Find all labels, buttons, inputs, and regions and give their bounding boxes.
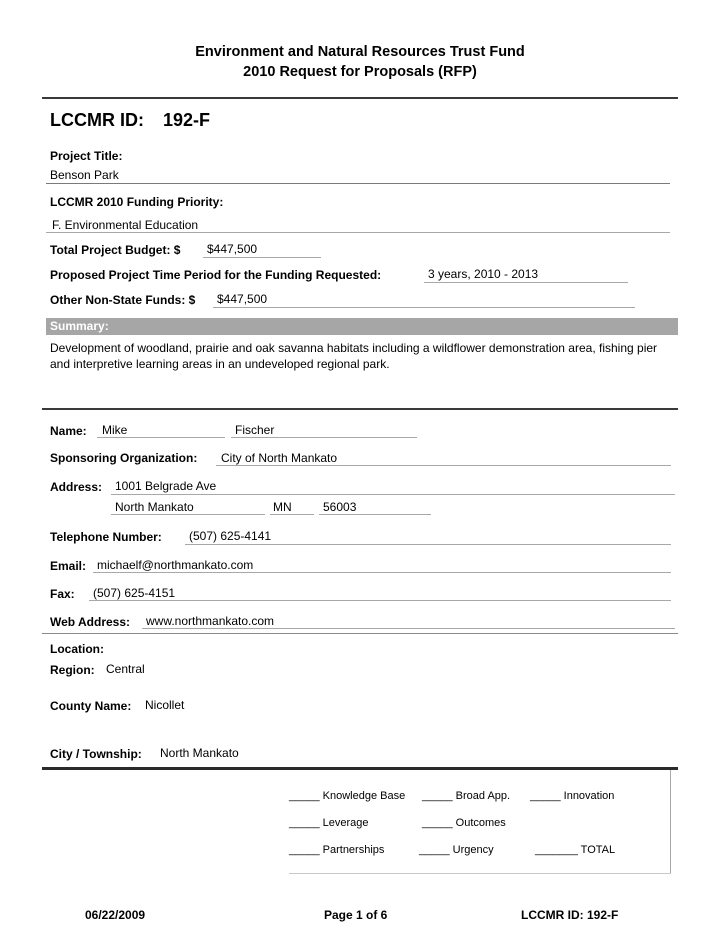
score-innovation: _____ Innovation — [530, 790, 615, 802]
address-label: Address: — [50, 480, 103, 494]
total-budget-underline — [203, 257, 321, 258]
header-title-line2: 2010 Request for Proposals (RFP) — [243, 64, 477, 80]
location-divider — [42, 767, 678, 770]
telephone-underline — [185, 544, 671, 545]
fax-label: Fax: — [50, 587, 75, 601]
score-partnerships: _____ Partnerships — [289, 844, 385, 856]
summary-text: Development of woodland, prairie and oak savanna habitats including a wildflower demonstration area, fishing pier and interpretive learning areas in an undeveloped regional park. — [50, 341, 658, 371]
scoring-box-right-edge — [670, 770, 671, 874]
footer-lccmr-id: LCCMR ID: 192-F — [521, 908, 619, 922]
state-underline — [270, 514, 314, 515]
score-outcomes: _____ Outcomes — [422, 817, 506, 829]
state-value: MN — [273, 500, 292, 514]
score-knowledge-base: _____ Knowledge Base — [289, 790, 406, 802]
city-township-value: North Mankato — [160, 746, 239, 760]
score-leverage: _____ Leverage — [289, 817, 369, 829]
web-address-label: Web Address: — [50, 615, 131, 629]
first-name-underline — [97, 437, 225, 438]
lccmr-id-value: 192-F — [163, 110, 211, 130]
county-label: County Name: — [50, 699, 132, 713]
region-label: Region: — [50, 663, 95, 677]
zip-underline — [319, 514, 431, 515]
telephone-label: Telephone Number: — [50, 530, 162, 544]
street-underline — [111, 494, 675, 495]
last-name-underline — [231, 437, 417, 438]
city-underline — [111, 514, 265, 515]
region-value: Central — [106, 662, 145, 676]
header-title-line1: Environment and Natural Resources Trust Fund — [195, 44, 525, 60]
funding-priority-value: F. Environmental Education — [52, 218, 199, 232]
street-value: 1001 Belgrade Ave — [115, 479, 217, 493]
email-underline — [93, 572, 671, 573]
sponsoring-org-label: Sponsoring Organization: — [50, 451, 198, 465]
total-budget-value: $447,500 — [207, 242, 258, 256]
first-name-value: Mike — [102, 423, 128, 437]
funding-priority-label: LCCMR 2010 Funding Priority: — [50, 195, 224, 209]
time-period-value: 3 years, 2010 - 2013 — [428, 267, 539, 281]
total-budget-label: Total Project Budget: $ — [50, 243, 181, 257]
telephone-value: (507) 625-4141 — [189, 529, 272, 543]
summary-label: Summary: — [50, 319, 109, 333]
project-title-value: Benson Park — [50, 168, 119, 182]
zip-value: 56003 — [323, 500, 357, 514]
sponsoring-org-value: City of North Mankato — [221, 451, 338, 465]
score-total: _______ TOTAL — [535, 844, 616, 856]
web-address-underline — [142, 628, 675, 629]
sponsoring-org-underline — [216, 465, 671, 466]
project-title-label: Project Title: — [50, 149, 123, 163]
summary-divider — [42, 408, 678, 410]
county-value: Nicollet — [145, 698, 185, 712]
time-period-label: Proposed Project Time Period for the Funding Requested: — [50, 268, 382, 282]
city-township-label: City / Township: — [50, 747, 142, 761]
web-address-value: www.northmankato.com — [146, 614, 275, 628]
funding-priority-underline — [46, 232, 670, 233]
fax-value: (507) 625-4151 — [93, 586, 176, 600]
non-state-funds-value: $447,500 — [217, 292, 268, 306]
time-period-underline — [424, 282, 628, 283]
summary-header-bar — [46, 318, 678, 335]
last-name-value: Fischer — [235, 423, 275, 437]
location-label: Location: — [50, 642, 104, 656]
score-broad-app: _____ Broad App. — [422, 790, 511, 802]
email-label: Email: — [50, 559, 87, 573]
footer-page-number: Page 1 of 6 — [324, 908, 388, 922]
score-urgency: _____ Urgency — [419, 844, 494, 856]
header-divider — [42, 97, 678, 99]
city-value: North Mankato — [115, 500, 194, 514]
project-title-underline — [46, 183, 670, 184]
email-value: michaelf@northmankato.com — [97, 558, 254, 572]
non-state-funds-underline — [213, 307, 635, 308]
non-state-funds-label: Other Non-State Funds: $ — [50, 293, 196, 307]
fax-underline — [89, 600, 671, 601]
lccmr-id-label: LCCMR ID: — [50, 110, 144, 130]
contact-divider — [42, 633, 678, 634]
scoring-box-bottom-edge — [289, 873, 671, 874]
footer-date: 06/22/2009 — [85, 908, 146, 922]
name-label: Name: — [50, 424, 87, 438]
